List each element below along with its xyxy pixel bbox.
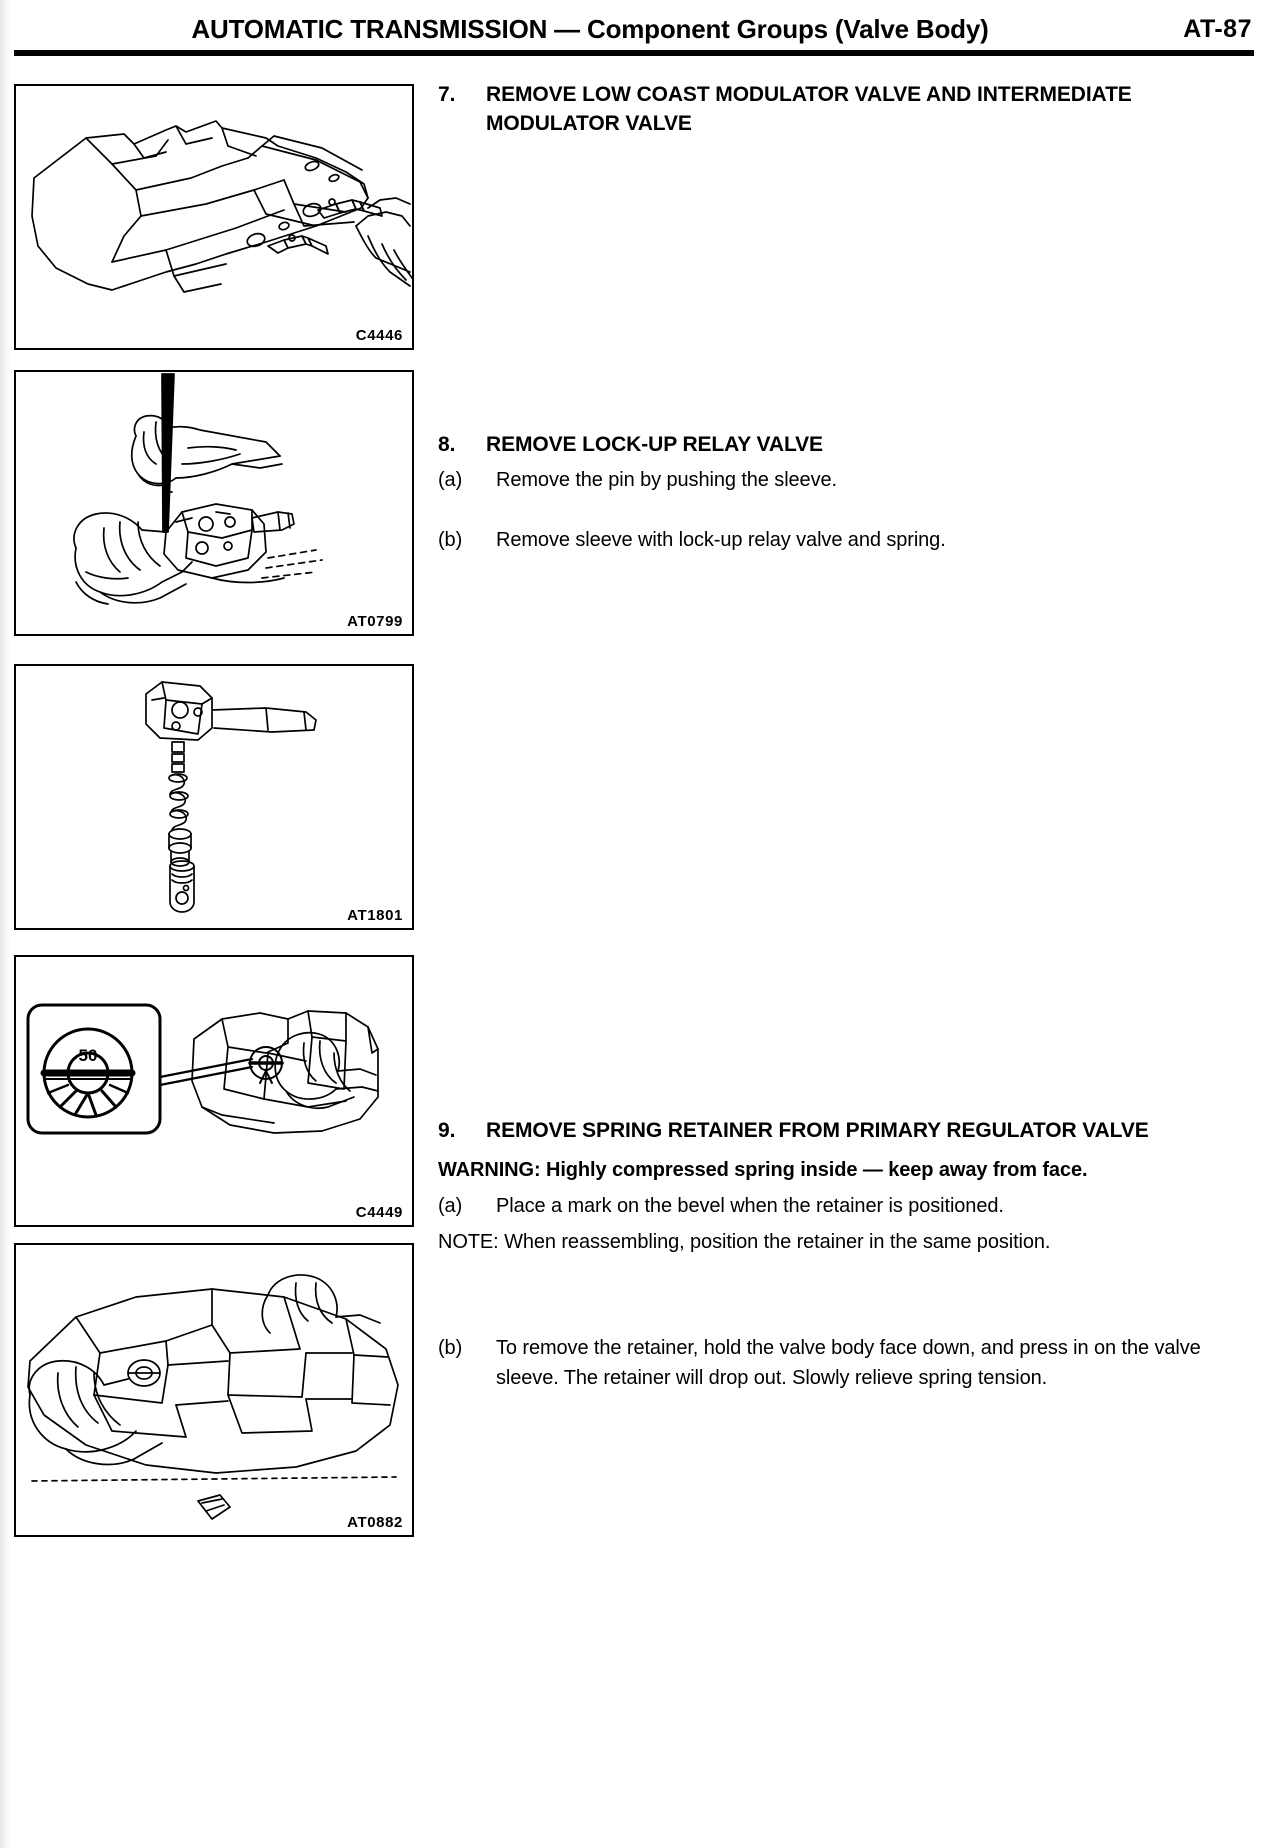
header-rule — [14, 50, 1254, 56]
step-7-heading — [438, 80, 1258, 138]
step-8-substep-b-text: Remove sleeve with lock-up relay valve and spring. — [496, 529, 946, 551]
step-8-substep-a — [438, 465, 1258, 495]
step-8-substep-b — [438, 525, 1258, 555]
figure-code: C4449 — [355, 1204, 403, 1221]
page-number: AT-87 — [1183, 15, 1252, 43]
figure-at0882-illustration — [16, 1245, 412, 1535]
step-7 — [438, 80, 1258, 138]
figure-c4449 — [14, 955, 414, 1227]
step-9 — [438, 1116, 1258, 1393]
step-8-substep-a-label: (a) — [438, 469, 463, 491]
figure-c4449-illustration — [16, 957, 412, 1225]
figure-at1801-illustration — [16, 666, 412, 928]
figure-code: C4446 — [355, 327, 403, 344]
step-8-substep-a-text: Remove the pin by pushing the sleeve. — [496, 469, 837, 491]
step-8-substep-b-row — [438, 525, 1258, 555]
step-8 — [438, 430, 1258, 495]
figure-code: AT0799 — [347, 613, 403, 630]
step-9-substep-b — [438, 1333, 1258, 1393]
figure-at0799-illustration — [16, 372, 412, 634]
step-9-warning: WARNING: Highly compressed spring inside — keep away from face. — [438, 1159, 1088, 1181]
step-7-title: REMOVE LOW COAST MODULATOR VALVE AND INTERMEDIATE MODULATOR VALVE — [486, 83, 1132, 135]
step-9-heading — [438, 1116, 1258, 1145]
retainer-mark-50: 50 — [78, 1046, 98, 1065]
step-9-substep-b-label: (b) — [438, 1337, 463, 1359]
figure-at0799 — [14, 370, 414, 636]
figure-code: AT1801 — [347, 907, 403, 924]
step-8-heading — [438, 430, 1258, 459]
figure-code: AT0882 — [347, 1514, 403, 1531]
figure-c4446 — [14, 84, 414, 350]
step-9-substep-a — [438, 1191, 1258, 1221]
scan-edge-shadow — [0, 0, 10, 1848]
figure-at0882 — [14, 1243, 414, 1537]
page-title: AUTOMATIC TRANSMISSION — Component Groups (Valve Body) — [191, 14, 989, 44]
step-7-number: 7. — [438, 83, 456, 106]
figure-c4446-illustration — [16, 86, 412, 348]
step-9-substep-a-label: (a) — [438, 1195, 463, 1217]
figure-at1801 — [14, 664, 414, 930]
step-9-substep-a-text: Place a mark on the bevel when the retainer is positioned. — [496, 1195, 1004, 1217]
step-9-note: NOTE: When reassembling, position the retainer in the same position. — [438, 1231, 1051, 1253]
step-8-substep-b-label: (b) — [438, 529, 463, 551]
step-8-number: 8. — [438, 433, 456, 456]
step-9-number: 9. — [438, 1119, 456, 1142]
step-9-title: REMOVE SPRING RETAINER FROM PRIMARY REGULATOR VALVE — [486, 1119, 1149, 1142]
step-9-substep-b-text: To remove the retainer, hold the valve body face down, and press in on the valve sleeve. The retainer will drop out. Slowly relieve spring tension. — [496, 1337, 1201, 1389]
step-8-title: REMOVE LOCK-UP RELAY VALVE — [486, 433, 823, 456]
